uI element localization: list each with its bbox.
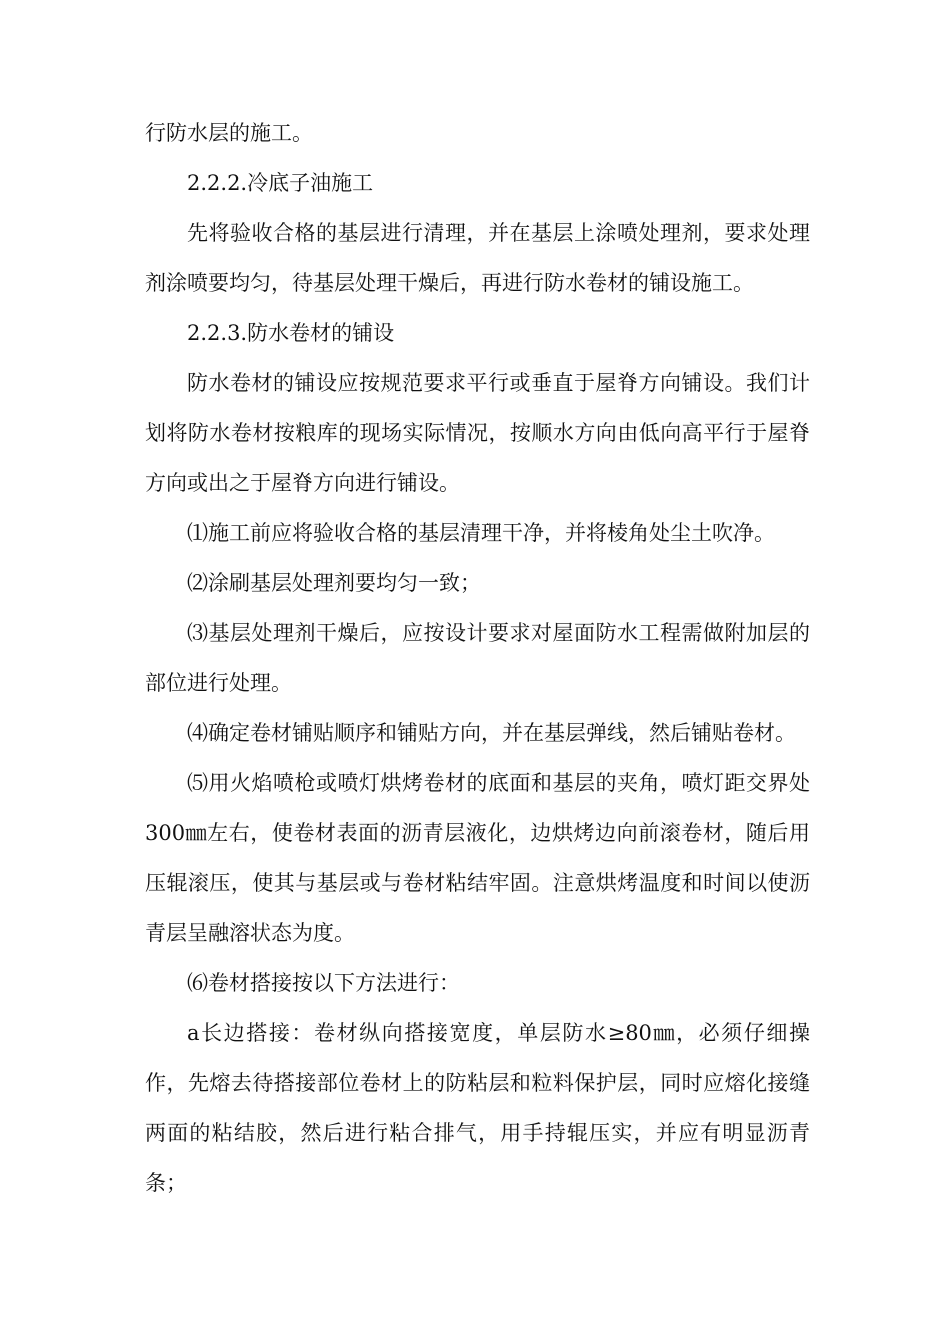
list-item-5: ⑸用火焰喷枪或喷灯烘烤卷材的底面和基层的夹角，喷灯距交界处300㎜左右，使卷材表面的沥青层液化，边烘烤边向前滚卷材，随后用压辊滚压，使其与基层或与卷材粘结牢固。注意烘烤温度和时间以使沥青层呈融溶状态为度。 bbox=[145, 771, 810, 945]
paragraph-primer: 先将验收合格的基层进行清理，并在基层上涂喷处理剂，要求处理剂涂喷要均匀，待基层处理干燥后，再进行防水卷材的铺设施工。 bbox=[145, 221, 810, 295]
list-item-6: ⑹卷材搭接按以下方法进行： bbox=[187, 971, 460, 995]
list-item-1: ⑴施工前应将验收合格的基层清理干净，并将棱角处尘土吹净。 bbox=[187, 521, 775, 545]
section-heading-2-2-2: 2.2.2.冷底子油施工 bbox=[187, 171, 374, 195]
list-item-4: ⑷确定卷材铺贴顺序和铺贴方向，并在基层弹线，然后铺贴卷材。 bbox=[187, 721, 796, 745]
list-item-3: ⑶基层处理剂干燥后，应按设计要求对屋面防水工程需做附加层的部位进行处理。 bbox=[145, 621, 810, 695]
body-text bbox=[145, 108, 810, 1208]
list-item-2: ⑵涂刷基层处理剂要均匀一致； bbox=[187, 571, 481, 595]
section-heading-2-2-3: 2.2.3.防水卷材的铺设 bbox=[187, 321, 395, 345]
paragraph-membrane-laying: 防水卷材的铺设应按规范要求平行或垂直于屋脊方向铺设。我们计划将防水卷材按粮库的现场实际情况，按顺水方向由低向高平行于屋脊方向或出之于屋脊方向进行铺设。 bbox=[145, 371, 810, 495]
paragraph-continuation: 行防水层的施工。 bbox=[145, 121, 313, 145]
list-item-a: a长边搭接：卷材纵向搭接宽度，单层防水≥80㎜，必须仔细操作，先熔去待搭接部位卷材上的防粘层和粒料保护层，同时应熔化接缝两面的粘结胶，然后进行粘合排气，用手持辊压实，并应有明显沥青条； bbox=[145, 1021, 810, 1195]
